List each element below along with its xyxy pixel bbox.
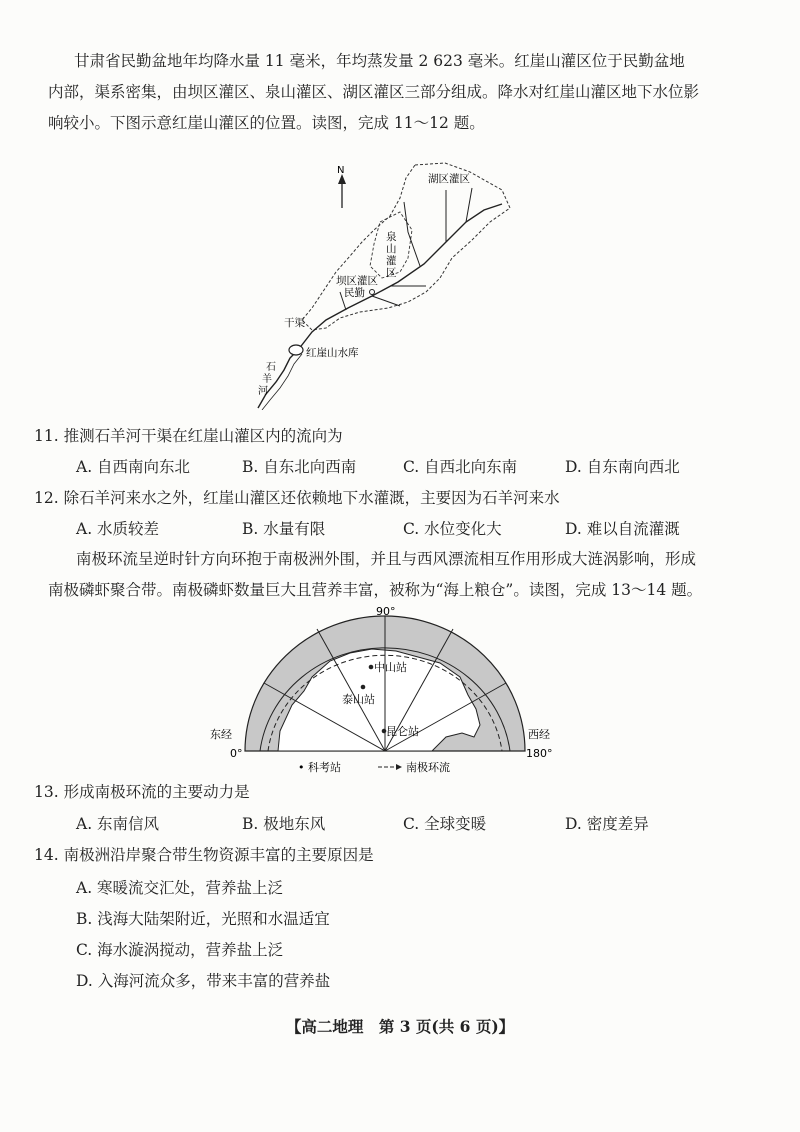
intro-1-line-3: 响较小。下图示意红崖山灌区的位置。读图，完成 11～12 题。	[48, 114, 485, 132]
q14-option-a[interactable]: A. 寒暖流交汇处，营养盐上泛	[76, 879, 284, 897]
q13-option-c[interactable]: C. 全球变暖	[403, 815, 487, 833]
intro-2-line-2: 南极磷虾聚合带。南极磷虾数量巨大且营养丰富，被称为“海上粮仓”。读图，完成 13～14 题。	[48, 581, 703, 599]
q12-option-c[interactable]: C. 水位变化大	[403, 520, 502, 538]
q14-option-d[interactable]: D. 入海河流众多，带来丰富的营养盐	[76, 972, 331, 990]
q11-option-b[interactable]: B. 自东北向西南	[242, 458, 357, 476]
reservoir-label: 红崖山水库	[306, 347, 359, 359]
legend-current: 南极环流	[406, 761, 450, 774]
intro-1-line-1: 甘肃省民勤盆地年均降水量 11 毫米，年均蒸发量 2 623 毫米。红崖山灌区位于民勤盆地	[74, 52, 685, 70]
quanshan-label-1: 泉	[386, 231, 397, 243]
intro-1-line-2: 内部，渠系密集，由坝区灌区、泉山灌区、湖区灌区三部分组成。降水对红崖山灌区地下水位影	[48, 83, 700, 101]
quanshan-label-3: 灌	[386, 255, 397, 267]
west-longitude-label: 西经	[528, 728, 550, 741]
zhongshan-label: 中山站	[374, 661, 407, 674]
q11-option-d[interactable]: D. 自东南向西北	[565, 458, 680, 476]
q14-option-c[interactable]: C. 海水漩涡搅动，营养盐上泛	[76, 941, 284, 959]
question-11-stem: 11. 推测石羊河干渠在红崖山灌区内的流向为	[34, 427, 343, 445]
branch-canal-5	[372, 296, 400, 306]
deg-90-label: 90°	[376, 605, 396, 618]
river-label-1: 石	[266, 362, 276, 373]
north-label: N	[337, 165, 345, 176]
district-boundary	[302, 163, 510, 330]
intro-passage-1	[48, 46, 740, 139]
minqin-town-dot	[370, 290, 375, 295]
huqu-label: 湖区灌区	[428, 173, 470, 185]
page-footer: 【高二地理 第 3 页(共 6 页)】	[285, 1017, 515, 1036]
q14-option-b[interactable]: B. 浅海大陆架附近，光照和水温适宜	[76, 910, 330, 928]
quanshan-label-4: 区	[386, 267, 397, 279]
quanshan-label-2: 山	[386, 243, 397, 255]
q12-option-b[interactable]: B. 水量有限	[242, 520, 326, 538]
taishan-station-dot	[361, 685, 366, 690]
deg-180-label: 180°	[526, 747, 553, 760]
zhongshan-station-dot	[369, 665, 374, 670]
intro-2-line-1: 南极环流呈逆时针方向环抱于南极洲外围，并且与西风漂流相互作用形成大涟涡影响，形成	[76, 550, 697, 568]
q13-option-a[interactable]: A. 东南信风	[76, 815, 160, 833]
q12-option-a[interactable]: A. 水质较差	[76, 520, 160, 538]
question-12-stem: 12. 除石羊河来水之外，红崖山灌区还依赖地下水灌溉，主要因为石羊河来水	[34, 489, 560, 507]
antarctic-map	[200, 605, 570, 775]
question-14-stem: 14. 南极洲沿岸聚合带生物资源丰富的主要原因是	[34, 846, 374, 864]
q12-option-d[interactable]: D. 难以自流灌溉	[565, 520, 680, 538]
ganqu-label: 干渠	[284, 317, 305, 329]
q11-option-a[interactable]: A. 自西南向东北	[76, 458, 191, 476]
reservoir-shape	[289, 345, 303, 355]
legend-station: • 科考站	[298, 761, 341, 774]
minqin-label: 民勤	[344, 287, 365, 299]
river-label-3: 河	[258, 386, 268, 397]
branch-canal-3	[466, 188, 472, 222]
irrigation-map	[240, 160, 530, 410]
main-canal	[298, 204, 502, 350]
q13-option-d[interactable]: D. 密度差异	[565, 815, 649, 833]
branch-canal-1	[404, 202, 420, 266]
baqu-label: 坝区灌区	[336, 275, 378, 287]
q11-option-c[interactable]: C. 自西北向东南	[403, 458, 518, 476]
river-label-2: 羊	[262, 374, 272, 385]
question-13-stem: 13. 形成南极环流的主要动力是	[34, 783, 250, 801]
intro-passage-2	[48, 544, 740, 606]
taishan-label: 泰山站	[342, 693, 375, 706]
legend-current-arrow	[396, 764, 402, 770]
deg-0-label: 0°	[230, 747, 243, 760]
q13-option-b[interactable]: B. 极地东风	[242, 815, 326, 833]
kunlun-label: 昆仑站	[386, 725, 419, 738]
east-longitude-label: 东经	[210, 728, 232, 741]
